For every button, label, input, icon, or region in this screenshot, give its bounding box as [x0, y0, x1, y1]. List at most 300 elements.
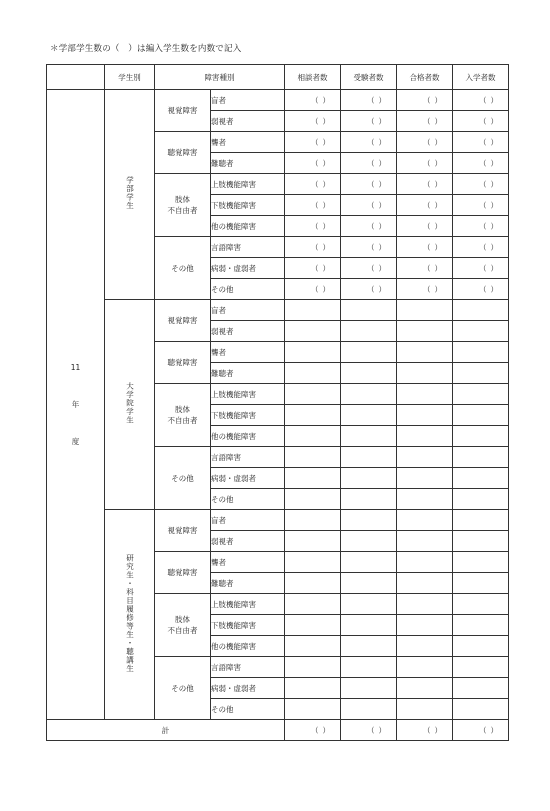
count-cell[interactable] — [285, 636, 341, 657]
paren-open: （ — [423, 179, 431, 189]
paren-close: ） — [490, 116, 498, 126]
header-blank — [47, 65, 105, 90]
paren-open: （ — [311, 95, 319, 105]
count-cell[interactable] — [285, 111, 341, 132]
paren-close: ） — [378, 221, 386, 231]
count-cell[interactable] — [341, 615, 397, 636]
student-type-label: 研究生・科目履修等生・聴講生 — [125, 553, 135, 673]
transfer-count-parens — [397, 158, 452, 169]
count-cell[interactable] — [341, 111, 397, 132]
transfer-count-parens — [285, 116, 340, 127]
count-cell[interactable] — [341, 174, 397, 195]
transfer-count-parens — [285, 221, 340, 232]
disability-item: 上肢機能障害 — [211, 174, 285, 195]
transfer-count-parens — [341, 725, 396, 736]
count-cell[interactable] — [341, 636, 397, 657]
count-cell[interactable] — [397, 111, 453, 132]
count-cell[interactable] — [341, 321, 397, 342]
paren-close: ） — [434, 242, 442, 252]
paren-close: ） — [490, 221, 498, 231]
count-cell[interactable] — [453, 447, 509, 468]
count-cell[interactable] — [397, 405, 453, 426]
disability-group-cell — [155, 384, 211, 447]
count-cell[interactable] — [341, 489, 397, 510]
paren-close: ） — [378, 200, 386, 210]
count-cell[interactable] — [341, 657, 397, 678]
transfer-count-parens — [341, 242, 396, 253]
count-cell[interactable] — [453, 237, 509, 258]
transfer-count-parens — [341, 137, 396, 148]
count-cell[interactable] — [285, 552, 341, 573]
count-cell[interactable] — [453, 594, 509, 615]
paren-close: ） — [490, 95, 498, 105]
paren-open: （ — [311, 200, 319, 210]
year-char: 年 — [71, 400, 80, 409]
disability-group-label: 聴覚障害 — [167, 358, 198, 367]
paren-open: （ — [479, 221, 487, 231]
count-cell[interactable] — [397, 615, 453, 636]
count-cell[interactable] — [285, 321, 341, 342]
paren-open: （ — [367, 263, 375, 273]
paren-close: ） — [322, 200, 330, 210]
disability-item: 下肢機能障害 — [211, 195, 285, 216]
transfer-count-parens — [341, 263, 396, 274]
count-cell[interactable] — [453, 489, 509, 510]
count-cell[interactable] — [453, 657, 509, 678]
count-cell[interactable] — [397, 510, 453, 531]
paren-close: ） — [434, 284, 442, 294]
count-cell[interactable] — [397, 384, 453, 405]
count-cell[interactable] — [341, 363, 397, 384]
disability-item: 病弱・虚弱者 — [211, 468, 285, 489]
count-cell[interactable] — [341, 573, 397, 594]
paren-close: ） — [322, 95, 330, 105]
disability-group-cell — [155, 132, 211, 174]
count-cell[interactable] — [285, 300, 341, 321]
count-cell[interactable] — [453, 111, 509, 132]
count-cell[interactable] — [285, 342, 341, 363]
paren-close: ） — [322, 116, 330, 126]
transfer-count-parens — [397, 221, 452, 232]
table-row — [47, 90, 509, 111]
count-cell[interactable] — [397, 90, 453, 111]
count-cell[interactable] — [341, 405, 397, 426]
disability-item: 弱視者 — [211, 531, 285, 552]
disability-group-label: 視覚障害 — [167, 526, 198, 535]
count-cell[interactable] — [285, 573, 341, 594]
count-cell[interactable] — [285, 174, 341, 195]
count-cell[interactable] — [453, 531, 509, 552]
disability-item: 言語障害 — [211, 237, 285, 258]
paren-open: （ — [311, 725, 319, 735]
paren-close: ） — [434, 137, 442, 147]
count-cell[interactable] — [453, 573, 509, 594]
count-cell[interactable] — [453, 468, 509, 489]
paren-open: （ — [367, 221, 375, 231]
disability-item: 盲者 — [211, 90, 285, 111]
disability-item: 難聴者 — [211, 363, 285, 384]
count-cell[interactable] — [397, 468, 453, 489]
disability-item: 上肢機能障害 — [211, 384, 285, 405]
transfer-count-parens — [341, 179, 396, 190]
paren-close: ） — [322, 242, 330, 252]
disability-item: その他 — [211, 279, 285, 300]
count-cell[interactable] — [285, 426, 341, 447]
count-cell[interactable] — [397, 699, 453, 720]
transfer-count-parens — [453, 284, 508, 295]
count-cell[interactable] — [453, 174, 509, 195]
count-cell[interactable] — [285, 384, 341, 405]
paren-close: ） — [490, 284, 498, 294]
count-cell[interactable] — [397, 342, 453, 363]
disability-item: その他 — [211, 489, 285, 510]
paren-open: （ — [423, 116, 431, 126]
disability-item: その他 — [211, 699, 285, 720]
disability-group-cell — [155, 552, 211, 594]
paren-open: （ — [367, 725, 375, 735]
count-cell[interactable] — [397, 279, 453, 300]
paren-open: （ — [367, 179, 375, 189]
paren-open: （ — [367, 284, 375, 294]
disability-item: 下肢機能障害 — [211, 405, 285, 426]
paren-open: （ — [423, 158, 431, 168]
paren-open: （ — [311, 179, 319, 189]
count-cell[interactable] — [285, 657, 341, 678]
count-cell[interactable] — [341, 678, 397, 699]
paren-open: （ — [479, 725, 487, 735]
count-cell[interactable] — [285, 153, 341, 174]
total-count-cell[interactable] — [453, 720, 509, 741]
disability-item: 他の機能障害 — [211, 636, 285, 657]
paren-open: （ — [311, 137, 319, 147]
count-cell[interactable] — [397, 363, 453, 384]
transfer-count-parens — [341, 284, 396, 295]
count-cell[interactable] — [397, 552, 453, 573]
count-cell[interactable] — [341, 153, 397, 174]
disability-item: 上肢機能障害 — [211, 594, 285, 615]
paren-open: （ — [311, 221, 319, 231]
disability-item: 他の機能障害 — [211, 216, 285, 237]
student-type-cell — [105, 300, 155, 510]
header-pass: 合格者数 — [397, 65, 453, 90]
paren-close: ） — [434, 95, 442, 105]
count-cell[interactable] — [341, 531, 397, 552]
paren-open: （ — [367, 200, 375, 210]
count-cell[interactable] — [285, 510, 341, 531]
disability-item: 弱視者 — [211, 321, 285, 342]
disability-group-label: 不自由者 — [167, 206, 198, 215]
count-cell[interactable] — [341, 426, 397, 447]
header-row — [47, 65, 509, 90]
count-cell[interactable] — [453, 90, 509, 111]
count-cell[interactable] — [453, 636, 509, 657]
paren-close: ） — [378, 179, 386, 189]
count-cell[interactable] — [285, 90, 341, 111]
count-cell[interactable] — [397, 216, 453, 237]
count-cell[interactable] — [341, 195, 397, 216]
total-label: 計 — [47, 720, 285, 741]
count-cell[interactable] — [341, 258, 397, 279]
count-cell[interactable] — [397, 636, 453, 657]
total-count-cell[interactable] — [397, 720, 453, 741]
paren-open: （ — [479, 263, 487, 273]
paren-open: （ — [311, 116, 319, 126]
count-cell[interactable] — [285, 447, 341, 468]
paren-close: ） — [490, 725, 498, 735]
paren-open: （ — [367, 242, 375, 252]
year-label — [47, 362, 104, 447]
count-cell[interactable] — [453, 216, 509, 237]
disability-item: 難聴者 — [211, 573, 285, 594]
paren-close: ） — [434, 725, 442, 735]
count-cell[interactable] — [453, 258, 509, 279]
paren-open: （ — [479, 179, 487, 189]
year-char: 度 — [71, 437, 80, 446]
table-row — [47, 300, 509, 321]
paren-close: ） — [490, 263, 498, 273]
count-cell[interactable] — [397, 678, 453, 699]
paren-open: （ — [423, 242, 431, 252]
count-cell[interactable] — [341, 552, 397, 573]
transfer-count-parens — [453, 158, 508, 169]
paren-close: ） — [434, 179, 442, 189]
header-enroll: 入学者数 — [453, 65, 509, 90]
disability-group-label: 聴覚障害 — [167, 148, 198, 157]
count-cell[interactable] — [453, 678, 509, 699]
transfer-count-parens — [285, 95, 340, 106]
disability-group-label: 肢体 — [175, 615, 190, 624]
count-cell[interactable] — [397, 174, 453, 195]
transfer-count-parens — [453, 116, 508, 127]
count-cell[interactable] — [285, 237, 341, 258]
disability-group-label: 視覚障害 — [167, 316, 198, 325]
disability-item: 他の機能障害 — [211, 426, 285, 447]
disability-group-cell — [155, 300, 211, 342]
paren-close: ） — [490, 242, 498, 252]
count-cell[interactable] — [285, 216, 341, 237]
disability-student-table — [46, 64, 509, 741]
disability-group-cell — [155, 237, 211, 300]
count-cell[interactable] — [341, 447, 397, 468]
count-cell[interactable] — [341, 300, 397, 321]
count-cell[interactable] — [285, 363, 341, 384]
paren-close: ） — [378, 158, 386, 168]
count-cell[interactable] — [285, 531, 341, 552]
count-cell[interactable] — [453, 552, 509, 573]
count-cell[interactable] — [397, 489, 453, 510]
transfer-count-parens — [397, 116, 452, 127]
total-row — [47, 720, 509, 741]
paren-open: （ — [423, 221, 431, 231]
paren-open: （ — [367, 158, 375, 168]
transfer-count-parens — [397, 179, 452, 190]
count-cell[interactable] — [397, 426, 453, 447]
transfer-count-parens — [397, 284, 452, 295]
paren-close: ） — [378, 116, 386, 126]
count-cell[interactable] — [453, 195, 509, 216]
count-cell[interactable] — [285, 594, 341, 615]
count-cell[interactable] — [341, 279, 397, 300]
disability-group-cell — [155, 174, 211, 237]
paren-close: ） — [322, 263, 330, 273]
transfer-count-parens — [453, 95, 508, 106]
paren-close: ） — [490, 200, 498, 210]
count-cell[interactable] — [285, 699, 341, 720]
paren-open: （ — [311, 263, 319, 273]
count-cell[interactable] — [397, 594, 453, 615]
paren-open: （ — [479, 242, 487, 252]
paren-open: （ — [479, 158, 487, 168]
count-cell[interactable] — [453, 321, 509, 342]
count-cell[interactable] — [341, 594, 397, 615]
transfer-count-parens — [397, 137, 452, 148]
paren-close: ） — [322, 284, 330, 294]
count-cell[interactable] — [453, 132, 509, 153]
count-cell[interactable] — [453, 363, 509, 384]
count-cell[interactable] — [341, 699, 397, 720]
disability-group-label: 不自由者 — [167, 626, 198, 635]
count-cell[interactable] — [285, 468, 341, 489]
count-cell[interactable] — [397, 657, 453, 678]
count-cell[interactable] — [397, 573, 453, 594]
count-cell[interactable] — [341, 237, 397, 258]
paren-open: （ — [423, 95, 431, 105]
count-cell[interactable] — [397, 195, 453, 216]
disability-group-label: 聴覚障害 — [167, 568, 198, 577]
count-cell[interactable] — [341, 468, 397, 489]
transfer-count-parens — [341, 116, 396, 127]
header-disability-type: 障害種別 — [155, 65, 285, 90]
paren-close: ） — [322, 137, 330, 147]
disability-item: 病弱・虚弱者 — [211, 258, 285, 279]
count-cell[interactable] — [285, 615, 341, 636]
count-cell[interactable] — [397, 153, 453, 174]
transfer-count-parens — [397, 200, 452, 211]
paren-close: ） — [378, 95, 386, 105]
paren-open: （ — [367, 137, 375, 147]
count-cell[interactable] — [397, 447, 453, 468]
transfer-count-parens — [341, 158, 396, 169]
paren-close: ） — [322, 725, 330, 735]
total-count-cell[interactable] — [285, 720, 341, 741]
count-cell[interactable] — [285, 279, 341, 300]
count-cell[interactable] — [453, 405, 509, 426]
disability-item: 聾者 — [211, 552, 285, 573]
disability-item: 下肢機能障害 — [211, 615, 285, 636]
paren-close: ） — [434, 200, 442, 210]
disability-group-cell — [155, 447, 211, 510]
transfer-count-parens — [453, 263, 508, 274]
transfer-count-parens — [341, 95, 396, 106]
count-cell[interactable] — [341, 342, 397, 363]
paren-open: （ — [423, 284, 431, 294]
paren-close: ） — [434, 263, 442, 273]
transfer-count-parens — [285, 158, 340, 169]
paren-close: ） — [378, 284, 386, 294]
transfer-count-parens — [285, 200, 340, 211]
count-cell[interactable] — [341, 90, 397, 111]
count-cell[interactable] — [397, 237, 453, 258]
count-cell[interactable] — [453, 699, 509, 720]
paren-close: ） — [434, 116, 442, 126]
count-cell[interactable] — [453, 153, 509, 174]
disability-item: 聾者 — [211, 342, 285, 363]
transfer-count-parens — [285, 179, 340, 190]
transfer-count-parens — [285, 242, 340, 253]
count-cell[interactable] — [453, 342, 509, 363]
paren-open: （ — [423, 137, 431, 147]
student-type-label: 大学院学生 — [125, 381, 135, 425]
count-cell[interactable] — [341, 132, 397, 153]
count-cell[interactable] — [341, 510, 397, 531]
paren-close: ） — [378, 137, 386, 147]
paren-open: （ — [311, 284, 319, 294]
transfer-count-parens — [285, 284, 340, 295]
transfer-count-parens — [397, 95, 452, 106]
count-cell[interactable] — [285, 132, 341, 153]
count-cell[interactable] — [453, 300, 509, 321]
count-cell[interactable] — [397, 300, 453, 321]
transfer-count-parens — [285, 725, 340, 736]
count-cell[interactable] — [453, 384, 509, 405]
count-cell[interactable] — [397, 132, 453, 153]
transfer-count-parens — [397, 725, 452, 736]
student-type-cell — [105, 510, 155, 720]
disability-group-label: 肢体 — [175, 195, 190, 204]
paren-open: （ — [479, 200, 487, 210]
transfer-count-parens — [285, 137, 340, 148]
transfer-count-parens — [453, 242, 508, 253]
count-cell[interactable] — [341, 216, 397, 237]
year-cell — [47, 90, 105, 720]
transfer-count-parens — [397, 263, 452, 274]
disability-item: 盲者 — [211, 300, 285, 321]
count-cell[interactable] — [285, 195, 341, 216]
total-count-cell[interactable] — [341, 720, 397, 741]
count-cell[interactable] — [285, 258, 341, 279]
count-cell[interactable] — [397, 531, 453, 552]
transfer-count-parens — [453, 221, 508, 232]
count-cell[interactable] — [453, 279, 509, 300]
disability-group-label: その他 — [171, 263, 194, 273]
transfer-count-parens — [341, 200, 396, 211]
count-cell[interactable] — [285, 678, 341, 699]
count-cell[interactable] — [285, 405, 341, 426]
paren-open: （ — [479, 95, 487, 105]
count-cell[interactable] — [285, 489, 341, 510]
disability-group-cell — [155, 342, 211, 384]
count-cell[interactable] — [453, 615, 509, 636]
header-consult: 相談者数 — [285, 65, 341, 90]
paren-close: ） — [322, 179, 330, 189]
paren-open: （ — [479, 137, 487, 147]
year-char: 11 — [70, 363, 81, 372]
count-cell[interactable] — [397, 321, 453, 342]
paren-close: ） — [378, 242, 386, 252]
transfer-count-parens — [397, 242, 452, 253]
student-type-cell — [105, 90, 155, 300]
disability-group-cell — [155, 657, 211, 720]
count-cell[interactable] — [453, 510, 509, 531]
count-cell[interactable] — [397, 258, 453, 279]
paren-close: ） — [434, 221, 442, 231]
paren-open: （ — [423, 725, 431, 735]
count-cell[interactable] — [453, 426, 509, 447]
count-cell[interactable] — [341, 384, 397, 405]
header-student-type: 学生別 — [105, 65, 155, 90]
disability-group-label: その他 — [171, 473, 194, 483]
paren-close: ） — [490, 137, 498, 147]
